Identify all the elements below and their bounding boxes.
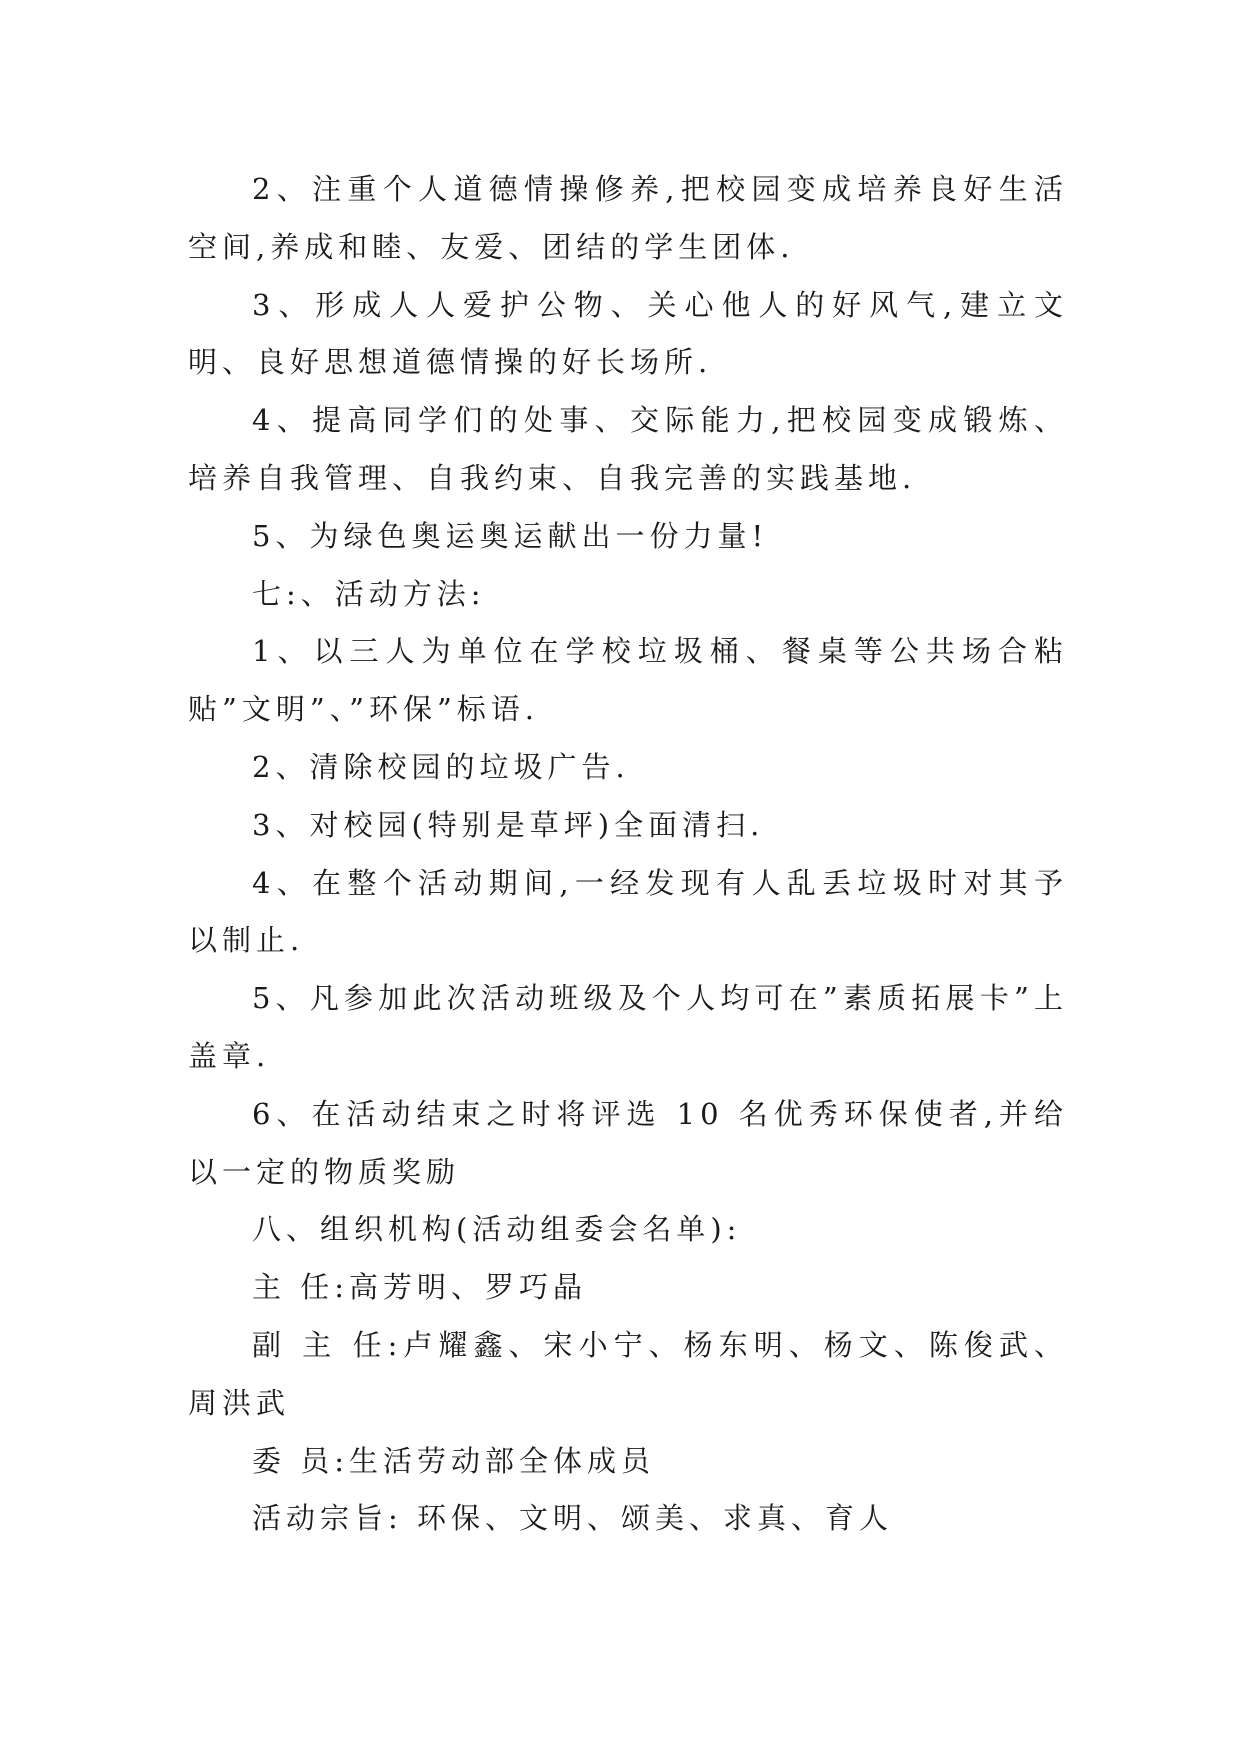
paragraph-method-5: 5、凡参加此次活动班级及个人均可在”素质拓展卡”上盖章. — [188, 981, 1068, 1073]
paragraph-director: 主 任:高芳明、罗巧晶 — [252, 1270, 587, 1305]
paragraph-method-1: 1、以三人为单位在学校垃圾桶、餐桌等公共场合粘贴”文明”、”环保”标语. — [188, 634, 1068, 727]
document-body — [188, 161, 1068, 1548]
paragraph-committee-members: 委 员:生活劳动部全体成员 — [252, 1443, 655, 1478]
paragraph-vice-director: 副 主 任:卢耀鑫、宋小宁、杨东明、杨文、陈俊武、周洪武 — [188, 1327, 1068, 1420]
section-heading-methods: 七:、活动方法: — [252, 576, 486, 611]
paragraph-goal-2: 2、注重个人道德情操修养,把校园变成培养良好生活空间,养成和睦、友爱、团结的学生团体. — [188, 172, 1068, 264]
paragraph-goal-5: 5、为绿色奥运奥运献出一份力量! — [252, 518, 769, 553]
paragraph-activity-purpose: 活动宗旨: 环保、文明、颂美、求真、育人 — [252, 1501, 893, 1536]
paragraph-goal-3: 3、形成人人爱护公物、关心他人的好风气,建立文明、良好思想道德情操的好长场所. — [188, 287, 1068, 380]
paragraph-goal-4: 4、提高同学们的处事、交际能力,把校园变成锻炼、培养自我管理、自我约束、自我完善的实践基地. — [188, 403, 1068, 495]
section-heading-organization: 八、组织机构(活动组委会名单): — [252, 1212, 742, 1247]
paragraph-method-3: 3、对校园(特别是草坪)全面清扫. — [252, 807, 765, 842]
paragraph-method-4: 4、在整个活动期间,一经发现有人乱丢垃圾时对其予以制止. — [188, 865, 1068, 958]
paragraph-method-2: 2、清除校园的垃圾广告. — [252, 749, 630, 784]
paragraph-method-6: 6、在活动结束之时将评选 10 名优秀环保使者,并给以一定的物质奖励 — [188, 1096, 1068, 1189]
